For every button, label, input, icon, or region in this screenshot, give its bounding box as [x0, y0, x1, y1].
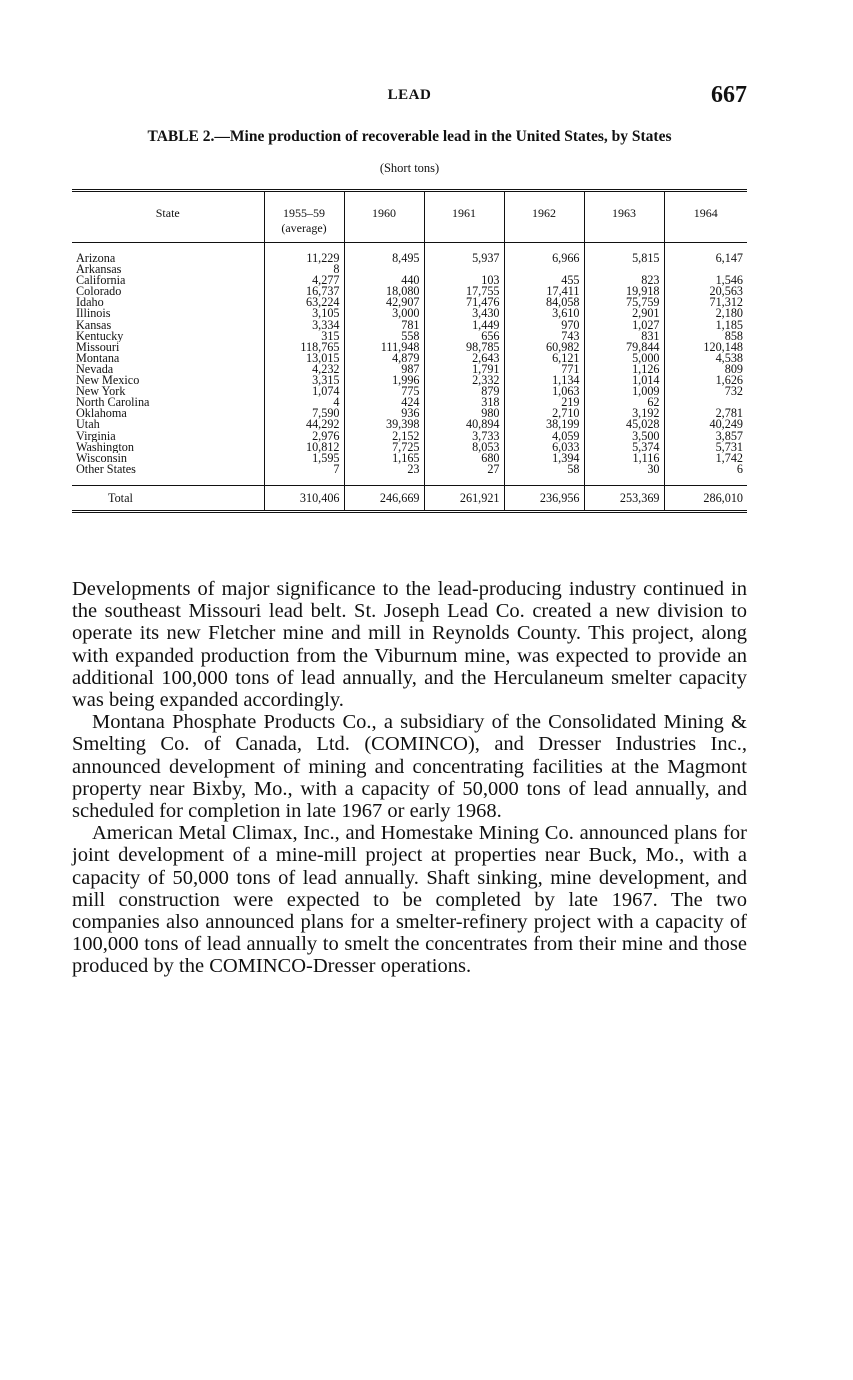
table-header-row	[72, 191, 747, 243]
value-cell: 1,165	[344, 453, 424, 464]
value-cell: 831	[584, 331, 664, 342]
value-cell: 455	[504, 275, 584, 286]
value-cell: 1,074	[264, 386, 344, 397]
value-cell: 987	[344, 364, 424, 375]
value-cell: 3,733	[424, 431, 504, 442]
lead-production-table	[72, 189, 747, 513]
state-cell: Missouri	[76, 341, 120, 353]
state-cell: Washington	[76, 441, 134, 453]
column-header: 1964	[664, 191, 747, 243]
value-cell: 13,015	[264, 353, 344, 364]
table-caption: TABLE 2.—Mine production of recoverable lead in the United States, by States	[147, 128, 672, 145]
total-value: 236,956	[504, 485, 584, 511]
value-cell: 823	[584, 275, 664, 286]
value-cell: 20,563	[664, 286, 747, 297]
value-cell: 3,857	[664, 431, 747, 442]
table-spacer-row	[72, 475, 747, 486]
value-cell: 103	[424, 275, 504, 286]
table-row	[72, 275, 747, 286]
value-cell: 40,249	[664, 419, 747, 430]
value-cell: 62	[584, 397, 664, 408]
value-cell: 2,152	[344, 431, 424, 442]
table-row	[72, 331, 747, 342]
value-cell: 219	[504, 397, 584, 408]
value-cell: 44,292	[264, 419, 344, 430]
value-cell: 1,126	[584, 364, 664, 375]
value-cell: 42,907	[344, 297, 424, 308]
value-cell	[344, 264, 424, 275]
paragraph: Montana Phosphate Products Co., a subsidiary of the Consolidated Mining & Smelting Co. of Canada, Ltd. (COMINCO), and Dresser Industries Inc., announced development of mining and concentrating facilities at the Magmont property near Bixby, Mo., with a capacity of 50,000 tons of lead annually, and scheduled for completion in late 1967 or early 1968.	[72, 711, 747, 823]
value-cell: 75,759	[584, 297, 664, 308]
value-cell: 6,121	[504, 353, 584, 364]
column-header: 1962	[504, 191, 584, 243]
table-row	[72, 453, 747, 464]
state-cell: Other States	[76, 463, 136, 475]
value-cell: 2,710	[504, 408, 584, 419]
value-cell: 775	[344, 386, 424, 397]
value-cell: 40,894	[424, 419, 504, 430]
value-cell: 5,374	[584, 442, 664, 453]
table-row	[72, 320, 747, 331]
value-cell: 8,495	[344, 253, 424, 264]
table-row	[72, 342, 747, 353]
state-cell: North Carolina	[76, 397, 150, 409]
value-cell: 858	[664, 331, 747, 342]
state-cell: Oklahoma	[76, 408, 127, 420]
column-header: 1955–59 (average)	[264, 191, 344, 243]
value-cell: 680	[424, 453, 504, 464]
value-cell: 3,500	[584, 431, 664, 442]
state-cell: Virginia	[76, 430, 116, 442]
value-cell: 2,976	[264, 431, 344, 442]
value-cell: 1,009	[584, 386, 664, 397]
value-cell: 3,000	[344, 308, 424, 319]
value-cell: 7,725	[344, 442, 424, 453]
state-cell: New York	[76, 386, 126, 398]
table-row	[72, 286, 747, 297]
value-cell: 809	[664, 364, 747, 375]
state-cell: Utah	[76, 419, 100, 431]
paragraph: Developments of major significance to the lead-producing industry continued in the southeast Missouri lead belt. St. Joseph Lead Co. created a new division to operate its new Fletcher mine and mill in Reynolds County. This project, along with expanded production from the Viburnum mine, was expected to provide an additional 100,000 tons of lead annually, and the Herculaneum smelter capacity was being expanded accordingly.	[72, 578, 747, 712]
value-cell: 58	[504, 464, 584, 475]
state-cell: California	[76, 275, 126, 287]
table-total-row	[72, 485, 747, 511]
value-cell: 5,000	[584, 353, 664, 364]
value-cell: 19,918	[584, 286, 664, 297]
total-value: 261,921	[424, 485, 504, 511]
value-cell: 879	[424, 386, 504, 397]
column-header: State	[72, 191, 264, 243]
table-unit: (Short tons)	[379, 161, 440, 175]
value-cell: 6,147	[664, 253, 747, 264]
running-title: LEAD	[387, 87, 432, 103]
total-value: 310,406	[264, 485, 344, 511]
value-cell: 6,966	[504, 253, 584, 264]
value-cell: 1,014	[584, 375, 664, 386]
value-cell: 1,626	[664, 375, 747, 386]
table-row	[72, 442, 747, 453]
table-row	[72, 386, 747, 397]
table-row	[72, 419, 747, 430]
value-cell: 30	[584, 464, 664, 475]
value-cell: 315	[264, 331, 344, 342]
state-cell: Illinois	[76, 308, 111, 320]
value-cell: 10,812	[264, 442, 344, 453]
value-cell: 318	[424, 397, 504, 408]
state-cell: Kansas	[76, 319, 112, 331]
total-value: 253,369	[584, 485, 664, 511]
value-cell: 98,785	[424, 342, 504, 353]
table-row	[72, 364, 747, 375]
value-cell	[424, 264, 504, 275]
column-header: 1963	[584, 191, 664, 243]
table-row	[72, 397, 747, 408]
value-cell: 18,080	[344, 286, 424, 297]
table-row	[72, 264, 747, 275]
value-cell: 8,053	[424, 442, 504, 453]
value-cell: 1,116	[584, 453, 664, 464]
page-number: 667	[711, 82, 747, 108]
value-cell: 63,224	[264, 297, 344, 308]
table-row	[72, 353, 747, 364]
value-cell: 2,781	[664, 408, 747, 419]
table-row	[72, 297, 747, 308]
value-cell: 1,742	[664, 453, 747, 464]
value-cell: 8	[264, 264, 344, 275]
value-cell: 11,229	[264, 253, 344, 264]
value-cell: 5,731	[664, 442, 747, 453]
paragraph: American Metal Climax, Inc., and Homestake Mining Co. announced plans for joint development of a mine-mill project at properties near Buck, Mo., with a capacity of 50,000 tons of lead annually. Shaft sinking, mine development, and mill construction were expected to be completed by late 1967. The two companies also announced plans for a smelter-refinery project with a capacity of 100,000 tons of lead annually to smelt the concentrates from their mine and those produced by the COMINCO-Dresser operations.	[72, 822, 747, 978]
value-cell: 84,058	[504, 297, 584, 308]
value-cell: 2,643	[424, 353, 504, 364]
state-cell: New Mexico	[76, 375, 140, 387]
value-cell: 118,765	[264, 342, 344, 353]
table-row	[72, 253, 747, 264]
table-row	[72, 308, 747, 319]
state-cell: Nevada	[76, 363, 114, 376]
value-cell: 656	[424, 331, 504, 342]
state-cell: Montana	[76, 352, 120, 364]
value-cell: 1,791	[424, 364, 504, 375]
running-head	[72, 82, 747, 110]
value-cell: 1,546	[664, 275, 747, 286]
value-cell: 4	[264, 397, 344, 408]
value-cell: 1,595	[264, 453, 344, 464]
value-cell: 27	[424, 464, 504, 475]
value-cell: 1,027	[584, 320, 664, 331]
state-cell: Colorado	[76, 286, 122, 298]
value-cell: 3,192	[584, 408, 664, 419]
value-cell: 1,996	[344, 375, 424, 386]
value-cell: 5,937	[424, 253, 504, 264]
table-row	[72, 375, 747, 386]
value-cell: 17,411	[504, 286, 584, 297]
value-cell: 440	[344, 275, 424, 286]
value-cell: 7,590	[264, 408, 344, 419]
value-cell	[664, 264, 747, 275]
value-cell: 970	[504, 320, 584, 331]
value-cell: 558	[344, 331, 424, 342]
value-cell: 3,610	[504, 308, 584, 319]
table-spacer-row	[72, 243, 747, 254]
value-cell: 4,059	[504, 431, 584, 442]
value-cell: 111,948	[344, 342, 424, 353]
total-value: 286,010	[664, 485, 747, 511]
value-cell: 3,430	[424, 308, 504, 319]
value-cell: 5,815	[584, 253, 664, 264]
value-cell: 6	[664, 464, 747, 475]
value-cell	[504, 264, 584, 275]
state-cell: Arizona	[76, 253, 116, 265]
value-cell: 6,033	[504, 442, 584, 453]
value-cell: 2,901	[584, 308, 664, 319]
value-cell: 60,982	[504, 342, 584, 353]
total-label: Total	[72, 485, 264, 511]
state-cell: Wisconsin	[76, 452, 127, 464]
value-cell: 39,398	[344, 419, 424, 430]
value-cell: 16,737	[264, 286, 344, 297]
state-cell: Idaho	[76, 297, 104, 309]
value-cell: 732	[664, 386, 747, 397]
value-cell: 71,312	[664, 297, 747, 308]
total-value: 246,669	[344, 485, 424, 511]
value-cell: 4,232	[264, 364, 344, 375]
value-cell: 771	[504, 364, 584, 375]
value-cell: 1,134	[504, 375, 584, 386]
value-cell	[664, 397, 747, 408]
value-cell: 781	[344, 320, 424, 331]
value-cell: 45,028	[584, 419, 664, 430]
value-cell: 120,148	[664, 342, 747, 353]
column-header: 1961	[424, 191, 504, 243]
value-cell: 2,180	[664, 308, 747, 319]
value-cell: 4,879	[344, 353, 424, 364]
table-row	[72, 431, 747, 442]
value-cell: 17,755	[424, 286, 504, 297]
value-cell: 1,394	[504, 453, 584, 464]
table-row	[72, 408, 747, 419]
value-cell: 1,063	[504, 386, 584, 397]
value-cell: 1,449	[424, 320, 504, 331]
value-cell: 71,476	[424, 297, 504, 308]
value-cell: 4,277	[264, 275, 344, 286]
state-cell: Kentucky	[76, 330, 124, 342]
value-cell: 3,105	[264, 308, 344, 319]
state-cell: Arkansas	[76, 264, 122, 276]
value-cell: 2,332	[424, 375, 504, 386]
column-header: 1960	[344, 191, 424, 243]
value-cell	[584, 264, 664, 275]
value-cell: 79,844	[584, 342, 664, 353]
value-cell: 23	[344, 464, 424, 475]
body-text	[72, 578, 747, 978]
value-cell: 424	[344, 397, 424, 408]
value-cell: 38,199	[504, 419, 584, 430]
value-cell: 743	[504, 331, 584, 342]
value-cell: 3,334	[264, 320, 344, 331]
table-row	[72, 464, 747, 475]
value-cell: 980	[424, 408, 504, 419]
value-cell: 4,538	[664, 353, 747, 364]
value-cell: 936	[344, 408, 424, 419]
value-cell: 1,185	[664, 320, 747, 331]
table-body	[72, 243, 747, 512]
value-cell: 7	[264, 464, 344, 475]
value-cell: 3,315	[264, 375, 344, 386]
